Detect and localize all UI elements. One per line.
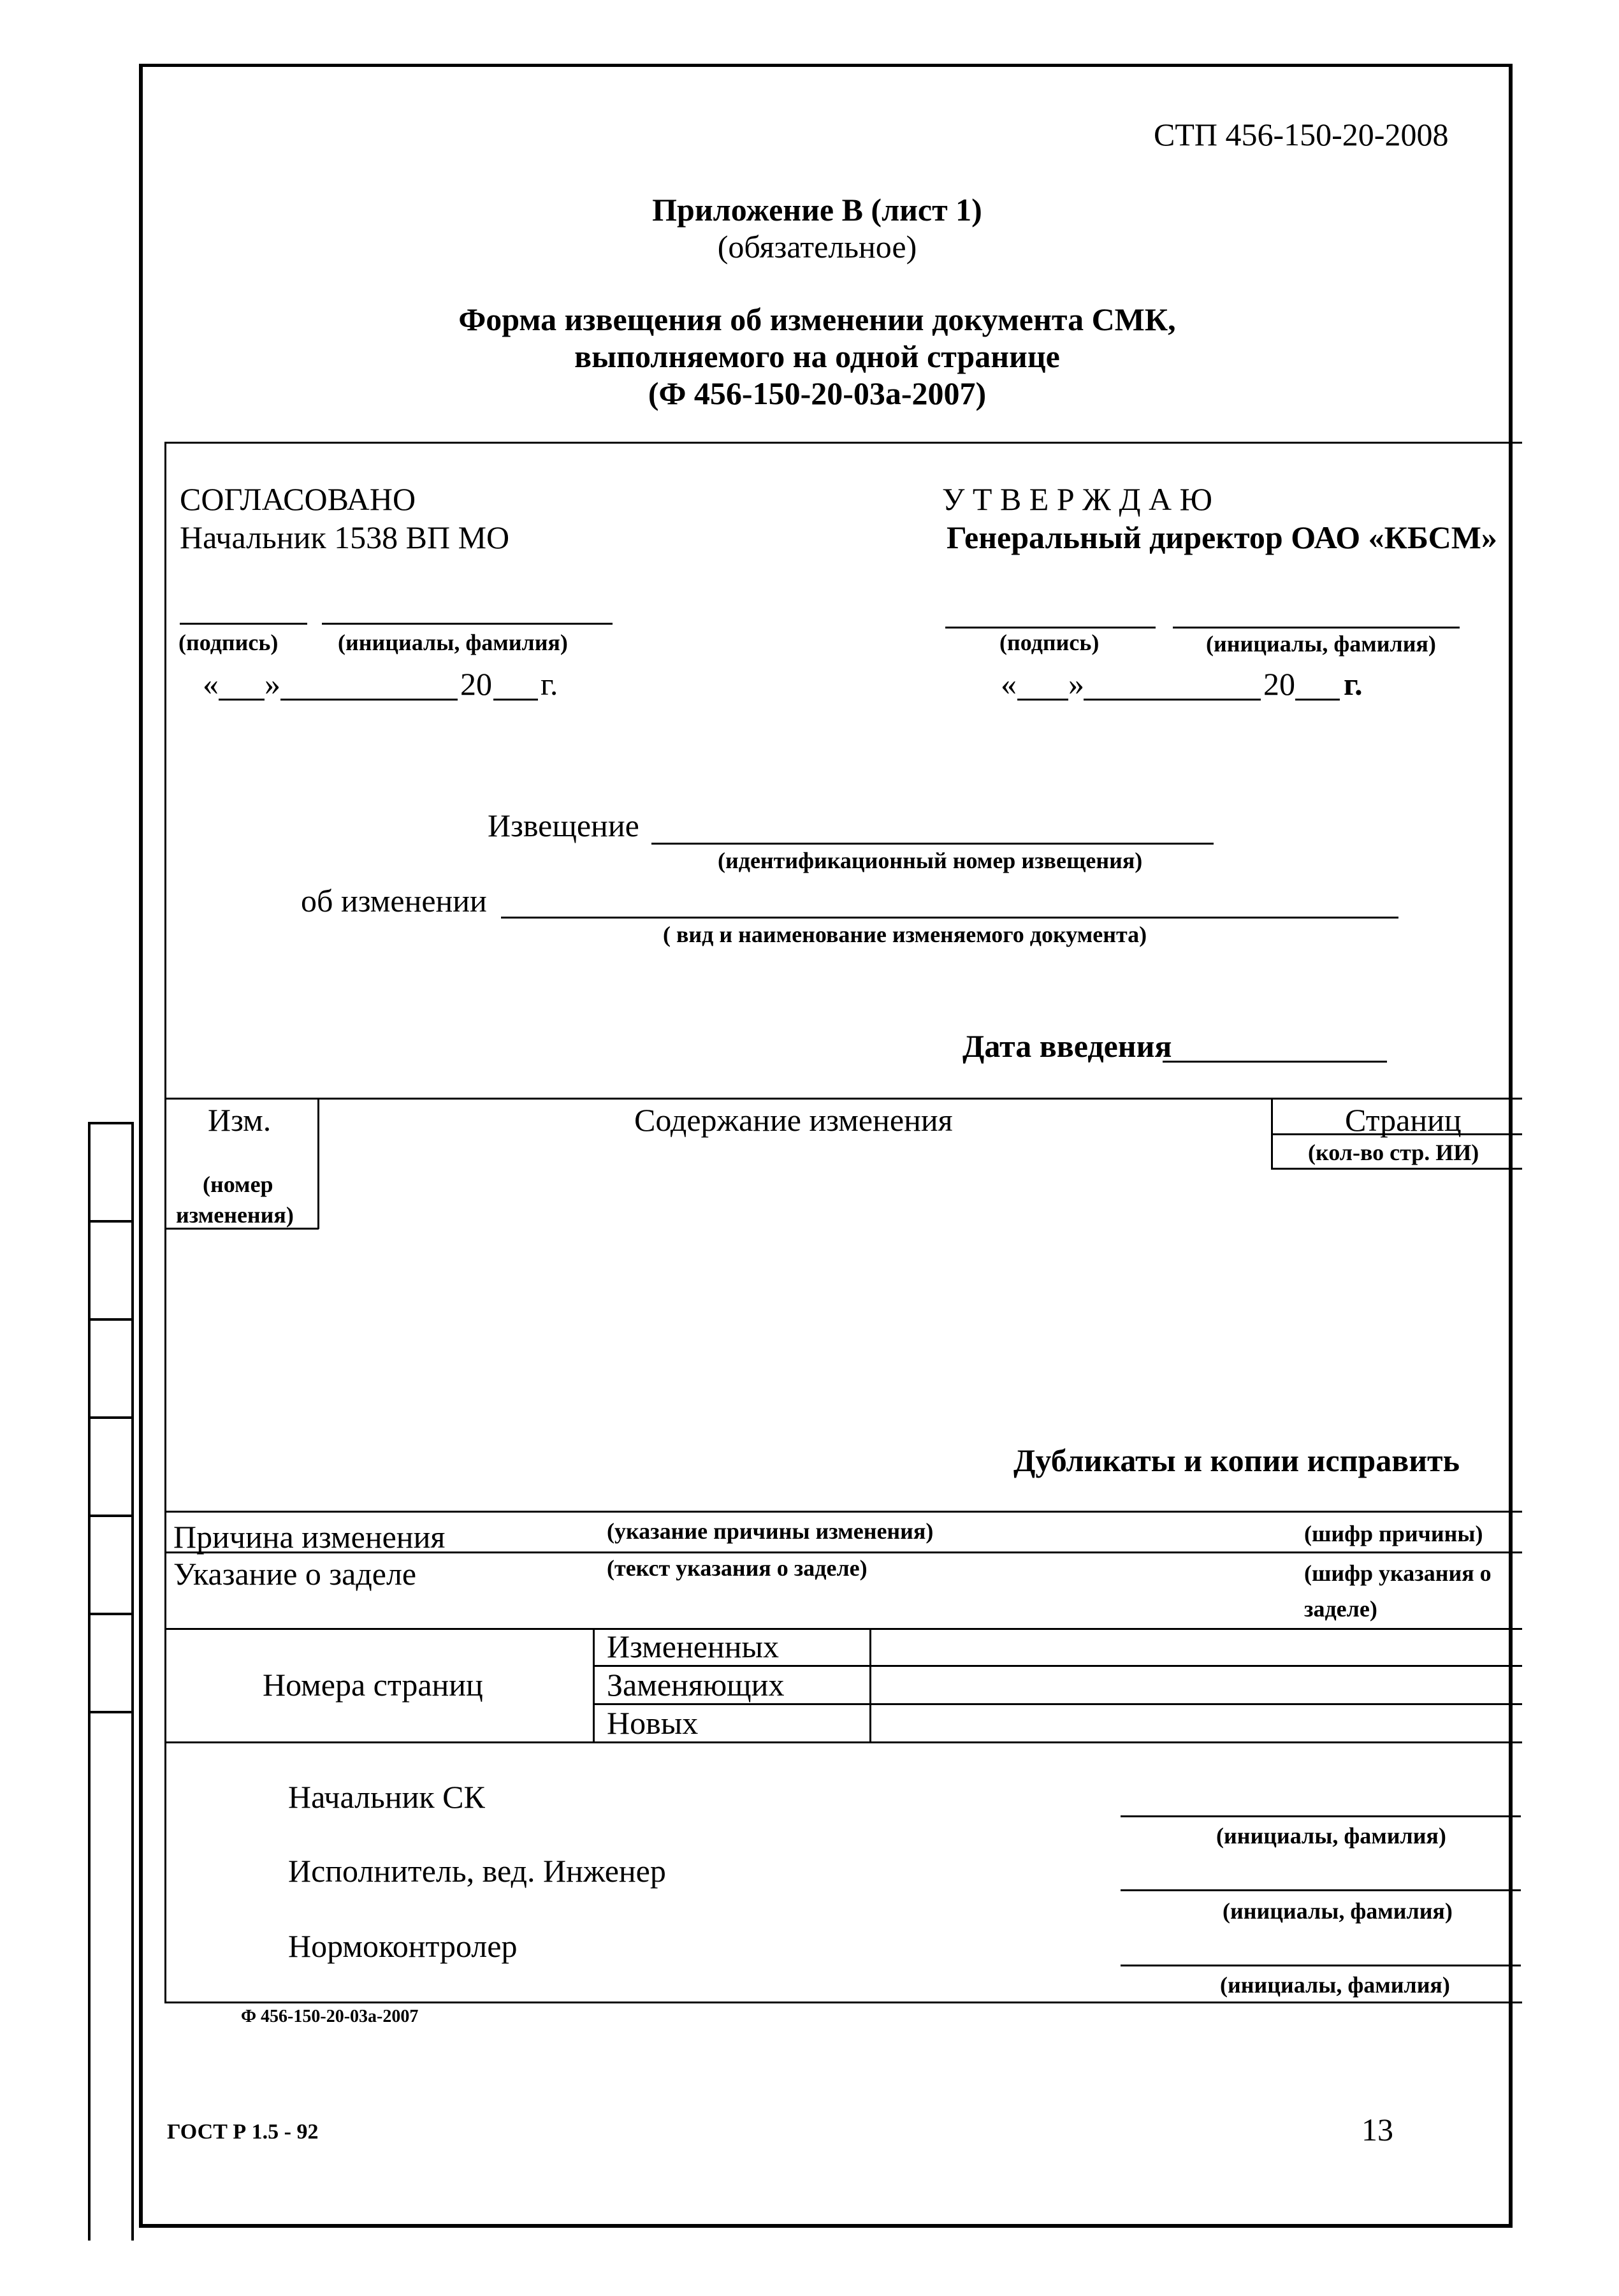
agreed-year-line <box>493 699 538 701</box>
signature-line-head <box>1121 1815 1521 1817</box>
binding-cell <box>91 1122 131 1220</box>
agreed-sign-line <box>180 623 307 625</box>
pages-col-sub: (кол-во стр. ИИ) <box>1308 1140 1479 1165</box>
pages-col-header: Страниц <box>1345 1102 1462 1138</box>
agreed-date-close: » <box>265 666 280 702</box>
table-top-line <box>164 1098 1522 1100</box>
form-frame <box>164 442 1522 2003</box>
signature-role-head: Начальник СК <box>288 1779 485 1815</box>
pages-block-bottom <box>164 1741 1522 1743</box>
reason-label: Причина изменения <box>173 1519 446 1555</box>
approved-year-suffix: г. <box>1344 666 1363 702</box>
form-title-line3: (Ф 456-150-20-03а-2007) <box>648 375 987 411</box>
reason-row-top <box>164 1511 1522 1513</box>
approved-title: У Т В Е Р Ж Д А Ю <box>942 481 1213 517</box>
change-col-divider <box>317 1098 319 1229</box>
agreed-name-caption: (инициалы, фамилия) <box>338 630 568 655</box>
approved-sign-line <box>945 627 1156 628</box>
change-col-bottom <box>164 1228 319 1230</box>
approved-month-line <box>1084 699 1261 701</box>
effective-date-label: Дата введения <box>962 1028 1172 1064</box>
backlog-row-top <box>164 1551 1522 1553</box>
backlog-code-line1: (шифр указания о <box>1304 1560 1492 1586</box>
approved-date-open: « <box>1001 666 1017 702</box>
binding-cell <box>91 1613 131 1711</box>
change-col-header: Изм. <box>208 1102 272 1138</box>
binding-cell <box>91 1515 131 1613</box>
change-document-caption: ( вид и наименование изменяемого документа) <box>663 922 1147 947</box>
agreed-month-line <box>280 699 458 701</box>
signature-caption-normcontrol: (инициалы, фамилия) <box>1220 1972 1450 1998</box>
pages-row-changed: Измененных <box>607 1629 780 1664</box>
page-number: 13 <box>1361 2112 1393 2147</box>
reason-code: (шифр причины) <box>1304 1521 1483 1546</box>
binding-cell <box>91 1220 131 1318</box>
signature-role-normcontrol: Нормоконтролер <box>288 1928 518 1964</box>
binding-stamp <box>92 1778 130 2186</box>
pages-block-divider-1 <box>593 1628 595 1741</box>
form-code-footer: Ф 456-150-20-03а-2007 <box>241 2007 419 2026</box>
form-title-line1: Форма извещения об изменении документа СМК, <box>458 302 1176 337</box>
pages-block-divider-2 <box>869 1628 871 1741</box>
agreed-year-suffix: г. <box>541 666 558 702</box>
approved-sign-caption: (подпись) <box>999 630 1100 655</box>
standard-reference: ГОСТ Р 1.5 - 92 <box>167 2120 319 2144</box>
pages-col-bottom <box>1271 1168 1522 1170</box>
approved-name-caption: (инициалы, фамилия) <box>1206 631 1436 657</box>
signature-caption-executor: (инициалы, фамилия) <box>1223 1898 1453 1924</box>
approved-position: Генеральный директор ОАО «КБСМ» <box>947 520 1497 555</box>
form-title-line2: выполняемого на одной странице <box>574 338 1060 374</box>
change-col-sub2: изменения) <box>176 1202 294 1228</box>
change-document-line <box>501 917 1398 919</box>
backlog-hint: (текст указания о заделе) <box>607 1555 868 1581</box>
appendix-status: (обязательное) <box>717 229 917 265</box>
agreed-position: Начальник 1538 ВП МО <box>180 520 510 555</box>
content-col-header: Содержание изменения <box>634 1102 953 1138</box>
reason-hint: (указание причины изменения) <box>607 1518 934 1544</box>
change-about-label: об изменении <box>301 883 487 919</box>
signature-role-executor: Исполнитель, вед. Инженер <box>288 1853 666 1889</box>
duplicates-note: Дубликаты и копии исправить <box>1013 1442 1460 1478</box>
approved-name-line <box>1173 627 1460 628</box>
document-code: СТП 456-150-20-2008 <box>1154 117 1449 152</box>
agreed-sign-caption: (подпись) <box>178 630 279 655</box>
backlog-label: Указание о заделе <box>173 1556 417 1592</box>
notice-number-caption: (идентификационный номер извещения) <box>718 848 1143 873</box>
approved-year: 20 <box>1263 666 1295 702</box>
pages-row-new: Новых <box>607 1705 699 1741</box>
agreed-year: 20 <box>460 666 492 702</box>
appendix-title: Приложение В (лист 1) <box>652 192 982 228</box>
approved-date-close: » <box>1068 666 1084 702</box>
agreed-day-line <box>219 699 265 701</box>
agreed-name-line <box>322 623 613 625</box>
effective-date-line <box>1163 1061 1387 1063</box>
approved-year-line <box>1295 699 1340 701</box>
agreed-title: СОГЛАСОВАНО <box>180 481 416 517</box>
backlog-code-line2: заделе) <box>1304 1596 1377 1622</box>
pages-row-replacing: Заменяющих <box>607 1667 785 1703</box>
signature-line-normcontrol <box>1121 1965 1521 1966</box>
agreed-date-open: « <box>203 666 219 702</box>
binding-cell <box>91 1318 131 1416</box>
form-bottom-line <box>164 2002 1522 2003</box>
signature-line-executor <box>1121 1889 1521 1891</box>
pages-block-top <box>164 1628 1522 1630</box>
change-col-sub1: (номер <box>203 1172 273 1197</box>
signature-caption-head: (инициалы, фамилия) <box>1216 1823 1446 1849</box>
notice-number-line <box>651 843 1214 845</box>
binding-cell <box>91 1416 131 1515</box>
page-numbers-label: Номера страниц <box>263 1667 483 1703</box>
approved-day-line <box>1017 699 1068 701</box>
notice-label: Извещение <box>488 808 639 843</box>
pages-row-line-2 <box>593 1703 1522 1705</box>
